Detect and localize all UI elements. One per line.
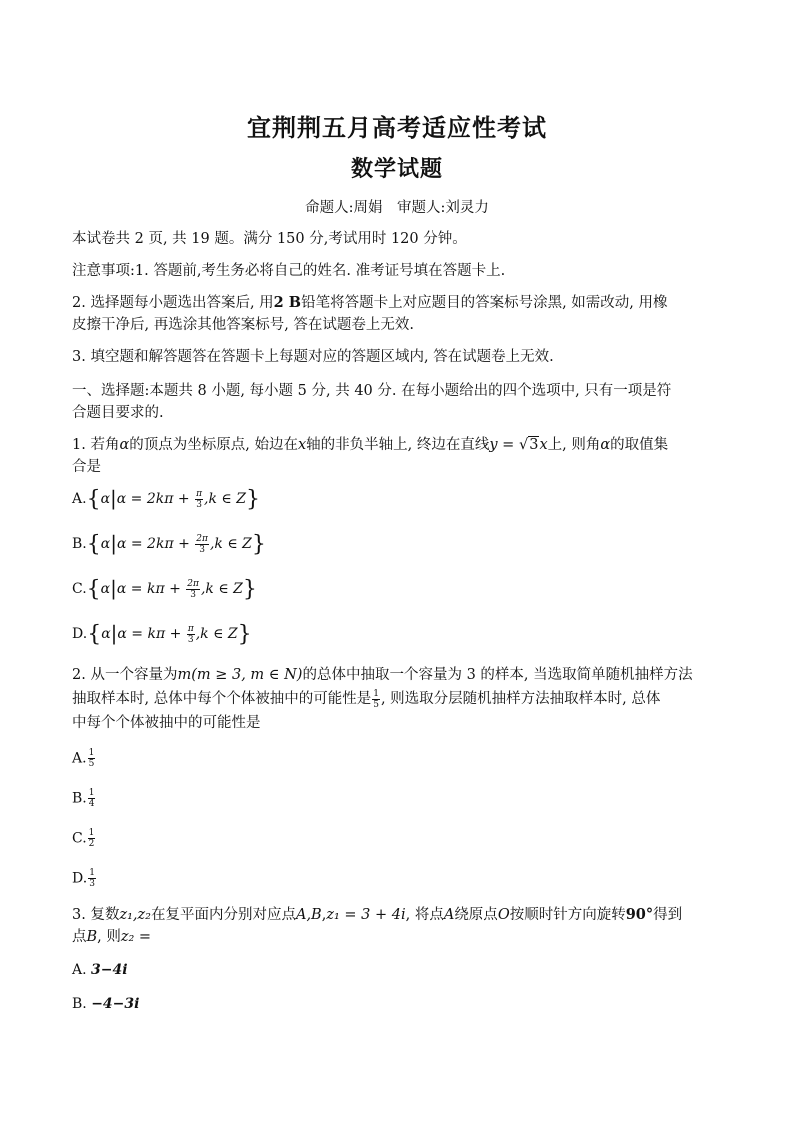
q3-stem-line1 — [72, 904, 722, 926]
option-expr-tail: ,k ∈ Z — [200, 581, 243, 597]
q2-text-1: 2. 从一个容量为 — [72, 667, 178, 683]
option-alpha: α — [100, 536, 111, 552]
frac-den: 4 — [88, 799, 95, 809]
q3-option-b[interactable] — [72, 994, 139, 1014]
q1-alpha-2: α — [600, 437, 611, 453]
q1-stem-line1 — [72, 434, 722, 456]
q1-option-b[interactable]: B.{α|α = 2kπ + $\frac{2\pi}{3}$ ,k ∈ Z} — [72, 531, 266, 557]
option-label: B. — [72, 536, 87, 552]
authors-line: 命题人:周娟 审题人:刘灵力 — [305, 200, 489, 216]
q1-text-5: 的取值集 — [610, 437, 669, 453]
q1-option-a[interactable]: A.{α|α = 2kπ + $\frac{\pi}{3}$ ,k ∈ Z} — [72, 486, 260, 512]
intro-notice: 注意事项:1. 答题前,考生务必将自己的姓名. 准考证号填在答题卡上. — [72, 263, 506, 279]
q1-option-c[interactable]: C.{α|α = kπ + $\frac{2\pi}{3}$ ,k ∈ Z} — [72, 576, 257, 602]
q2-text-4: , 则选取分层随机抽样方法抽取样本时, 总体 — [380, 691, 661, 707]
q3-z1-eq: z₁ = 3 + 4i — [326, 907, 406, 923]
q3-text-5: 按顺时针方向旋转 — [509, 907, 626, 923]
q2-stem-line3: 中每个个体被抽中的可能性是 — [72, 715, 261, 731]
q3-option-a[interactable] — [72, 960, 128, 980]
rule-2-text-b: 铅笔将答题卡上对应题目的答案标号涂黑, 如需改动, 用橡 — [301, 295, 668, 311]
option-label: D. — [72, 870, 88, 887]
intro-rule-3: 3. 填空题和解答题答在答题卡上每题对应的答题区域内, 答在试题卷上无效. — [72, 349, 554, 365]
q2-text-2: 的总体中抽取一个容量为 3 的样本, 当选取简单随机抽样方法 — [302, 667, 693, 683]
q1-text-3: 轴的非负半轴上, 终边在直线 — [306, 437, 490, 453]
frac-den: 5 — [88, 759, 95, 769]
exam-title: 宜荆荆五月高考适应性考试 — [247, 113, 547, 142]
frac-den: 3 — [89, 879, 95, 889]
q3-point-o: O — [497, 907, 510, 923]
q3-text-7: 点 — [72, 929, 87, 945]
frac-num: 2π — [196, 533, 208, 544]
q1-stem-line2: 合是 — [72, 459, 101, 475]
frac-num: π — [187, 623, 194, 634]
frac-num: 1 — [88, 828, 95, 838]
frac-den: 3 — [187, 634, 194, 645]
section-heading-2: 合题目要求的. — [72, 405, 164, 421]
q3-point-a: A — [443, 907, 455, 923]
frac-num: π — [196, 488, 203, 499]
q3-z1z2: z₁,z₂ — [119, 907, 151, 923]
option-label: D. — [72, 626, 88, 642]
q1-sqrt-radicand: 3 — [529, 437, 539, 453]
intro-rule-2-cont: 皮擦干净后, 再选涂其他答案标号, 答在试题卷上无效. — [72, 317, 415, 333]
option-value: −4−3i — [91, 996, 140, 1012]
option-expr: α = kπ + — [117, 626, 186, 642]
frac-den: 2 — [88, 839, 95, 849]
q3-z2-eq: z₂ = — [120, 929, 152, 945]
frac-num: 1 — [373, 688, 379, 699]
option-alpha: α — [100, 491, 111, 507]
option-expr-tail: ,k ∈ Z — [195, 626, 238, 642]
option-expr: α = 2kπ + — [116, 536, 195, 552]
frac-den: 3 — [190, 589, 196, 600]
q1-text-4: 上, 则角 — [547, 437, 601, 453]
option-expr: α = kπ + — [116, 581, 186, 597]
option-label: B. — [72, 996, 87, 1012]
option-label: C. — [72, 830, 87, 847]
option-label: A. — [72, 491, 87, 507]
q1-equals: = — [497, 437, 519, 453]
option-label: B. — [72, 790, 87, 807]
q2-option-b[interactable] — [72, 788, 96, 809]
option-expr-tail: ,k ∈ Z — [204, 491, 246, 507]
q3-comma: , — [321, 907, 327, 923]
rule-2-pencil: 2 B — [273, 294, 302, 311]
q3-text-3: , 将点 — [405, 907, 444, 923]
q3-degrees: 90° — [625, 906, 654, 923]
rule-2-text-a: 2. 选择题每小题选出答案后, 用 — [72, 295, 274, 311]
q3-text-8: , 则 — [97, 929, 121, 945]
frac-den: 3 — [196, 499, 202, 510]
option-label: C. — [72, 581, 87, 597]
q2-m-expr: m(m ≥ 3, m ∈ N) — [177, 667, 303, 683]
option-alpha: α — [101, 626, 111, 642]
option-expr-tail: ,k ∈ Z — [209, 536, 252, 552]
q2-option-d[interactable] — [72, 868, 97, 889]
q3-text-2: 在复平面内分别对应点 — [150, 907, 296, 923]
section-heading-1: 一、选择题:本题共 8 小题, 每小题 5 分, 共 40 分. 在每小题给出的四个选项中, 只有一项是符 — [72, 383, 672, 399]
frac-den: 5 — [373, 699, 379, 710]
q3-stem-line2 — [72, 926, 722, 948]
frac-num: 1 — [89, 868, 95, 878]
q1-x: x — [297, 437, 307, 453]
option-label: A. — [72, 750, 87, 767]
q1-text-1: 1. 若角 — [72, 437, 120, 453]
option-value: 3−4i — [91, 962, 128, 978]
q2-option-c[interactable] — [72, 828, 96, 849]
frac-num: 2π — [187, 578, 199, 589]
q1-sqrt: √3 — [518, 437, 539, 453]
exam-subtitle: 数学试题 — [350, 156, 443, 182]
frac-den: 3 — [199, 544, 205, 555]
q2-stem-line2 — [72, 688, 722, 710]
q1-y: y — [489, 437, 498, 453]
option-alpha: α — [100, 581, 111, 597]
q3-points-ab: A,B — [295, 907, 322, 923]
q3-text-1: 3. 复数 — [72, 907, 120, 923]
q2-stem-line1 — [72, 664, 722, 686]
q2-text-3: 抽取样本时, 总体中每个个体被抽中的可能性是 — [72, 691, 372, 707]
q2-option-a[interactable] — [72, 748, 96, 769]
option-label: A. — [72, 962, 87, 978]
q1-option-d[interactable]: D.{α|α = kπ + $\frac{\pi}{3}$ ,k ∈ Z} — [72, 621, 252, 647]
intro-rule-2 — [72, 292, 722, 314]
q3-text-4: 绕原点 — [454, 907, 498, 923]
q1-x2: x — [539, 437, 548, 453]
frac-num: 1 — [88, 788, 95, 798]
q3-point-b: B — [86, 929, 98, 945]
intro-line-1: 本试卷共 2 页, 共 19 题。满分 150 分,考试用时 120 分钟。 — [72, 231, 467, 247]
q1-alpha: α — [119, 437, 130, 453]
q3-text-6: 得到 — [653, 907, 683, 923]
q1-text-2: 的顶点为坐标原点, 始边在 — [129, 437, 298, 453]
option-expr: α = 2kπ + — [116, 491, 195, 507]
frac-num: 1 — [88, 748, 95, 758]
